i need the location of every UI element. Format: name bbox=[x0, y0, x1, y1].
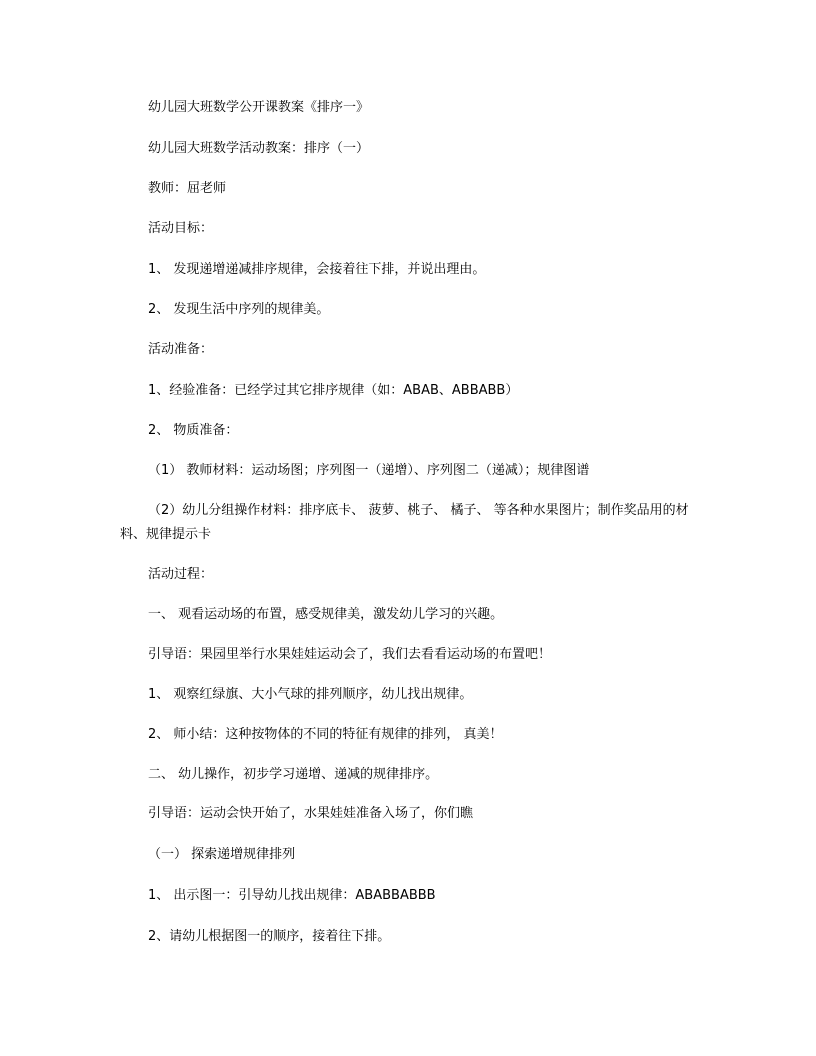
step-2-item-2: 2、请幼儿根据图一的顺序，接着往下排。 bbox=[148, 929, 391, 944]
document-subtitle: 幼儿园大班数学活动教案：排序（一） bbox=[148, 141, 370, 156]
goal-item-2: 2、 发现生活中序列的规律美。 bbox=[148, 302, 330, 317]
process-heading: 活动过程： bbox=[148, 567, 214, 582]
step-1-item-2: 2、 师小结：这种按物体的不同的特征有规律的排列， 真美！ bbox=[148, 727, 503, 742]
step-2-guide: 引导语：运动会快开始了，水果娃娃准备入场了，你们瞧 bbox=[148, 806, 474, 821]
prep-heading: 活动准备： bbox=[148, 342, 214, 357]
prep-item-2-2: （2）幼儿分组操作材料：排序底卡、 菠萝、桃子、 橘子、 等各种水果图片；制作奖品用的材料、规律提示卡 bbox=[120, 503, 689, 542]
step-1-item-1: 1、 观察红绿旗、大小气球的排列顺序，幼儿找出规律。 bbox=[148, 687, 473, 702]
step-1-guide: 引导语：果园里举行水果娃娃运动会了，我们去看看运动场的布置吧！ bbox=[148, 647, 552, 662]
document-title: 幼儿园大班数学公开课教案《排序一》 bbox=[148, 100, 370, 115]
prep-item-2: 2、 物质准备： bbox=[148, 423, 239, 438]
step-2-heading: 二、 幼儿操作，初步学习递增、递减的规律排序。 bbox=[148, 767, 439, 782]
prep-item-2-1: （1） 教师材料：运动场图；序列图一（递增）、序列图二（递减）；规律图谱 bbox=[148, 463, 590, 478]
prep-item-1: 1、经验准备：已经学过其它排序规律（如：ABAB、ABBABB） bbox=[148, 383, 519, 398]
step-1-heading: 一、 观看运动场的布置，感受规律美，激发幼儿学习的兴趣。 bbox=[148, 607, 504, 622]
goals-heading: 活动目标： bbox=[148, 221, 214, 236]
goal-item-1: 1、 发现递增递减排序规律，会接着往下排，并说出理由。 bbox=[148, 262, 486, 277]
step-2-subheading: （一） 探索递增规律排列 bbox=[148, 847, 296, 862]
step-2-item-1: 1、 出示图一：引导幼儿找出规律：ABABBABBB bbox=[148, 888, 436, 903]
teacher-line: 教师：屈老师 bbox=[148, 181, 227, 196]
